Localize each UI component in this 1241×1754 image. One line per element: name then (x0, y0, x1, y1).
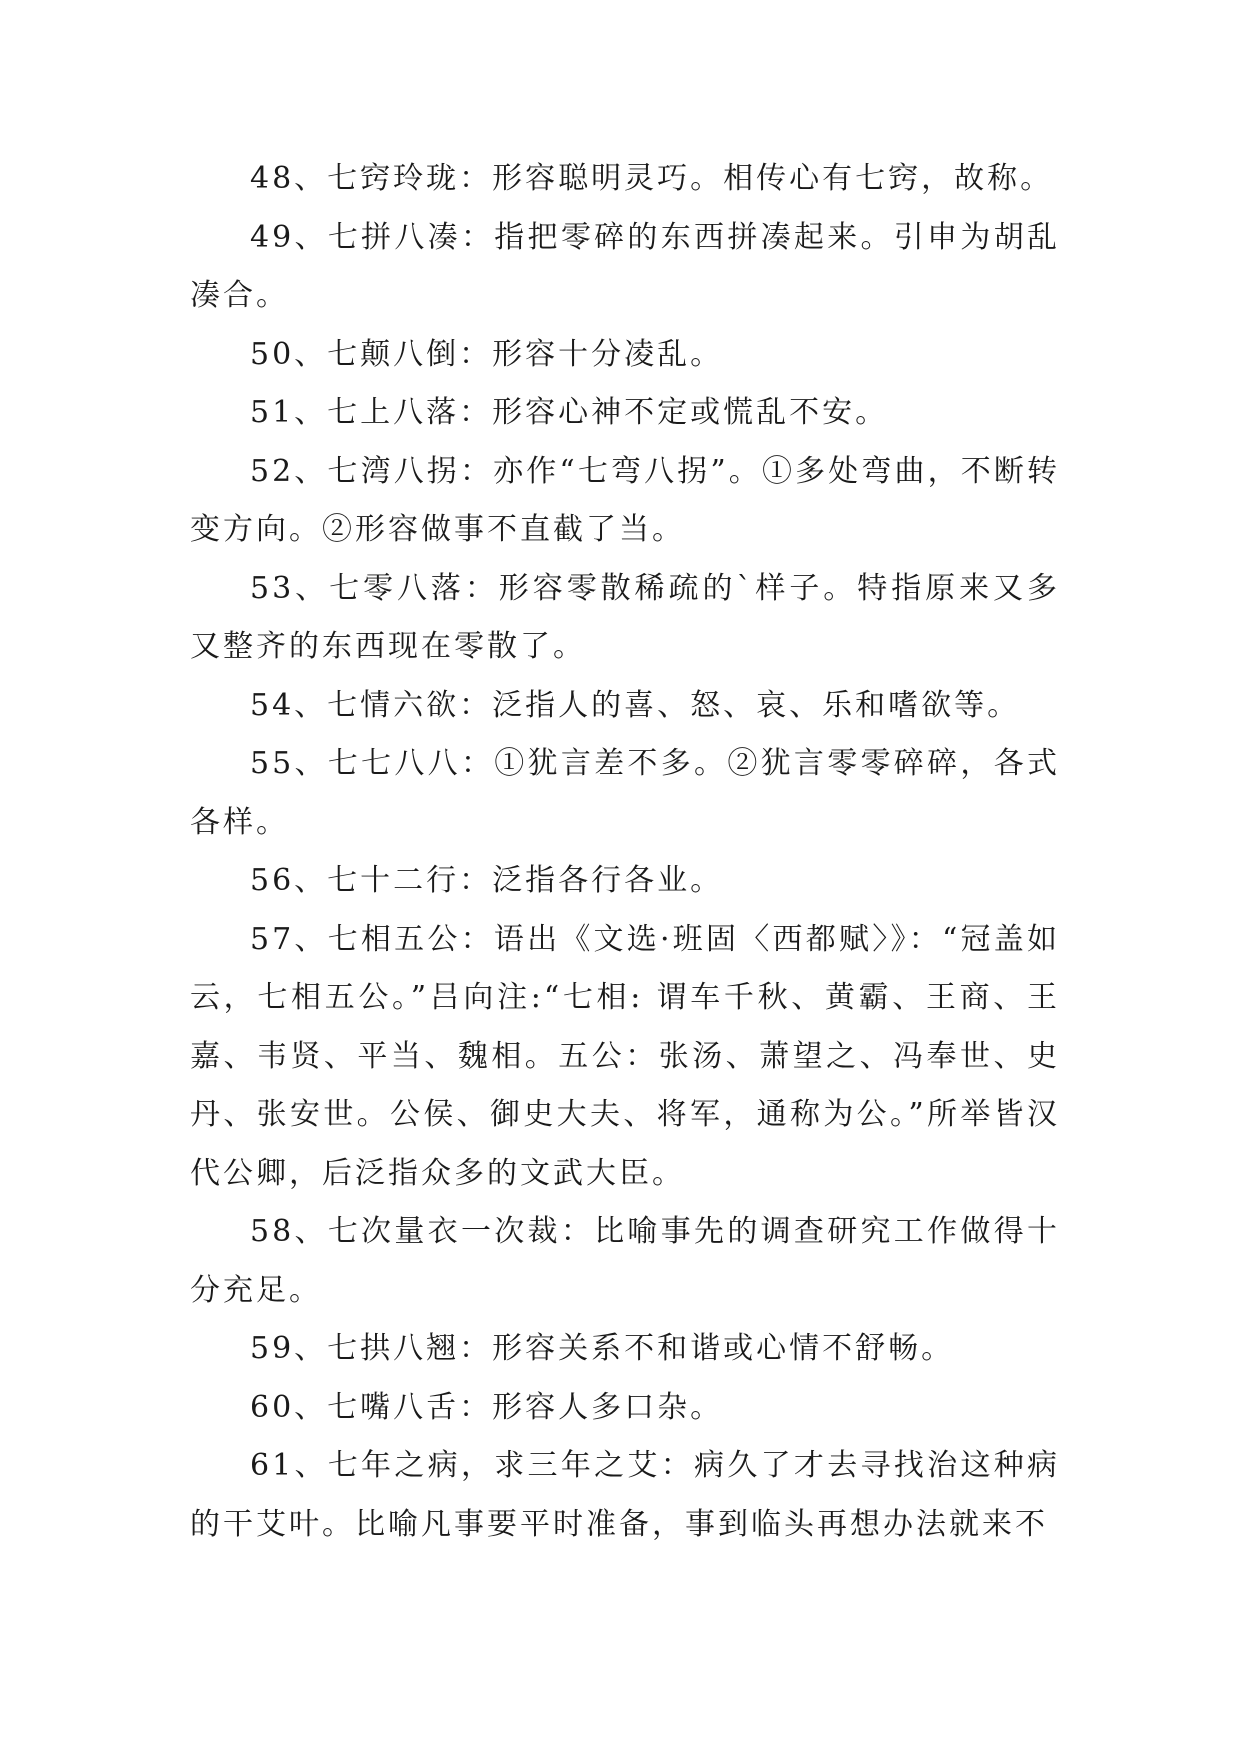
entry-56: 56、七十二行：泛指各行各业。 (250, 863, 724, 898)
entry-58: 58、七次量衣一次裁：比喻事先的调查研究工作做得十分充足。 (190, 1214, 1060, 1308)
entry-53: 53、七零八落：形容零散稀疏的`样子。特指原来又多又整齐的东西现在零散了。 (190, 570, 1060, 664)
entry-49: 49、七拼八凑：指把零碎的东西拼凑起来。引申为胡乱凑合。 (190, 219, 1060, 313)
entry-55: 55、七七八八：①犹言差不多。②犹言零零碎碎，各式各样。 (190, 746, 1060, 840)
entry-52: 52、七湾八拐：亦作“七弯八拐”。①多处弯曲，不断转变方向。②形容做事不直截了当。 (190, 453, 1060, 547)
entry-51: 51、七上八落：形容心神不定或慌乱不安。 (250, 395, 889, 430)
entry-61: 61、七年之病，求三年之艾：病久了才去寻找治这种病的干艾叶。比喻凡事要平时准备，事到临头再想办法就来不 (190, 1448, 1060, 1542)
entry-50: 50、七颠八倒：形容十分凌乱。 (250, 336, 724, 372)
entry-59: 59、七拱八翘：形容关系不和谐或心情不舒畅。 (250, 1331, 955, 1366)
entry-54: 54、七情六欲：泛指人的喜、怒、哀、乐和嗜欲等。 (250, 687, 1021, 723)
document-body (190, 150, 1060, 1554)
entry-48: 48、七窍玲珑：形容聪明灵巧。相传心有七窍，故称。 (250, 161, 1054, 196)
entry-60: 60、七嘴八舌：形容人多口杂。 (250, 1389, 724, 1425)
entry-57: 57、七相五公：语出《文选·班固〈西都赋〉》：“冠盖如云，七相五公。”吕向注:“七相: 谓车千秋、黄霸、王商、王嘉、韦贤、平当、魏相。五公：张汤、萧望之、冯奉世、史丹、张安世。公侯、御史大夫、将军，通称为公。”所举皆汉代公卿，后泛指众多的文武大臣。 (190, 921, 1060, 1191)
